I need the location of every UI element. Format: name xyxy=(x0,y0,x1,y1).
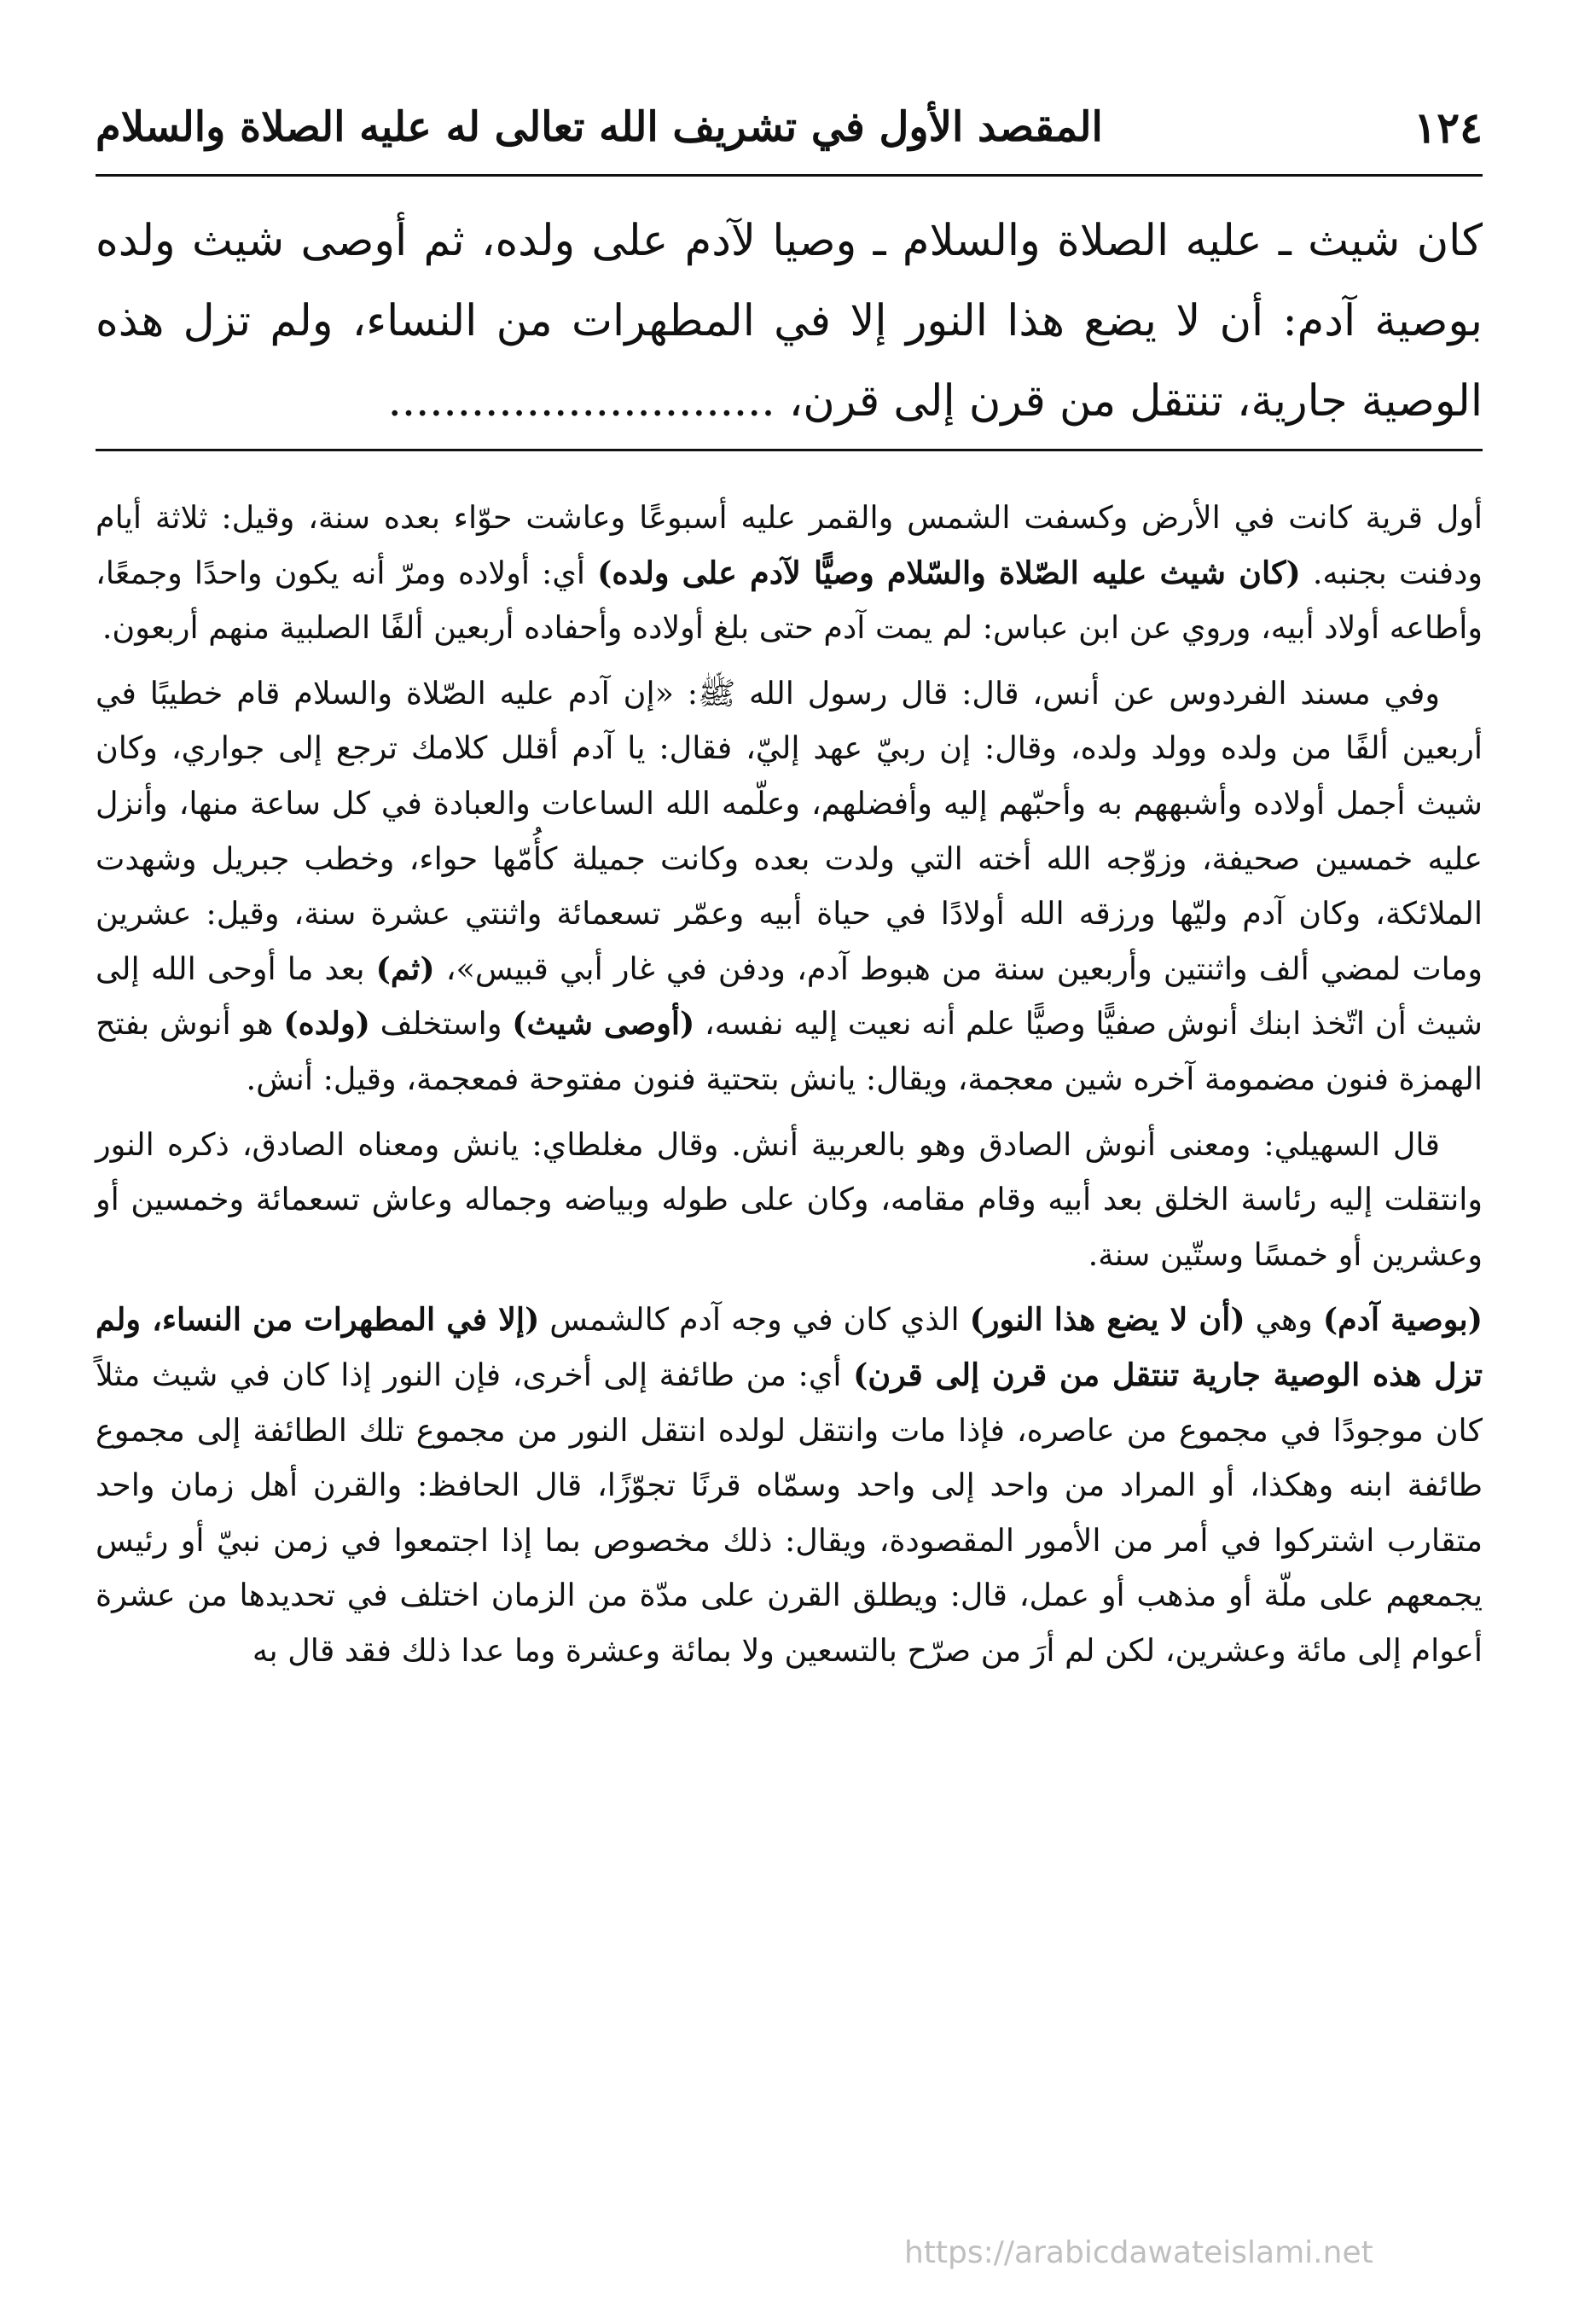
commentary-p2-quote-2: (أوصى شيث) xyxy=(512,1005,695,1043)
main-text-divider xyxy=(96,449,1483,451)
header-divider xyxy=(96,174,1483,177)
commentary-paragraph-4 xyxy=(96,1293,1483,1678)
commentary-paragraph-1 xyxy=(96,491,1483,656)
commentary-p2-text-3: واستخلف xyxy=(369,1005,513,1043)
commentary-p4-text-1: وهي xyxy=(1245,1301,1323,1339)
commentary-p4-text-2: الذي كان في وجه آدم كالشمس xyxy=(539,1301,970,1339)
commentary-p3-text-1: قال السهيلي: ومعنى أنوش الصادق وهو بالعربية أنش. وقال مغلطاي: يانش ومعناه الصادق، ذكره النور وانتقلت إليه رئاسة الخلق بعد أبيه وقام مقامه، وكان على طوله وبياضه وجماله وعاش تسعمائة وخمسين أو وعشرين أو خمسًا وستّين سنة. xyxy=(96,1125,1483,1273)
commentary-p1-text-1: أول قرية كانت في الأرض وكسفت الشمس والقمر عليه أسبوعًا وعاشت حوّاء بعده سنة، وقيل: ثلاثة أيام ودفنت بجنبه. xyxy=(96,499,1483,591)
commentary-paragraph-2 xyxy=(96,666,1483,1107)
main-text-line-1: كان شيث ـ عليه الصلاة والسلام ـ وصيا لآدم على ولده، ثم أوصى شيث ولده xyxy=(96,216,1483,266)
commentary-p4-quote-3: (إلا في المطهرات من النساء، ولم تزل هذه الوصية جارية تنتقل من قرن إلى قرن) xyxy=(96,1301,1483,1393)
commentary-p2-text-4: هو أنوش بفتح الهمزة فنون مضمومة آخره شين معجمة، ويقال: يانش بتحتية فنون مفتوحة فمعجمة، وقيل: أنش. xyxy=(96,1005,1483,1097)
commentary-block xyxy=(96,491,1483,1688)
commentary-p1-text-2: أي: أولاده ومرّ أنه يكون واحدًا وجمعًا، وأطاعه أولاد أبيه، وروي عن ابن عباس: لم يمت آدم حتى بلغ أولاده وأحفاده أربعين ألفًا الصلبية منهم أربعون. xyxy=(96,554,1483,647)
main-text-dots: ............................ xyxy=(387,376,775,427)
commentary-p1-quote-1: (كان شيث عليه الصّلاة والسّلام وصيًّا لآدم على ولده) xyxy=(597,554,1301,591)
watermark-url: https://arabicdawateislami.net xyxy=(904,2235,1373,2270)
commentary-p4-quote-2: (أن لا يضع هذا النور) xyxy=(969,1301,1245,1339)
page-header xyxy=(96,92,1483,162)
commentary-p4-text-3: أي: من طائفة إلى أخرى، فإن النور إذا كان في شيث مثلاً كان موجودًا في مجموع من عاصره، فإذا مات وانتقل لولده انتقل النور من مجموع تلك الطائفة إلى مجموع طائفة ابنه وهكذا، أو المراد من واحد إلى واحد وسمّاه قرنًا تجوّزًا، قال الحافظ: والقرن أهل زمان واحد متقارب اشتركوا في أمر من الأمور المقصودة، ويقال: ذلك مخصوص بما إذا اجتمعوا في زمن نبيّ أو رئيس يجمعهم على ملّة أو مذهب أو عمل، قال: ويطلق القرن على مدّة من الزمان اختلف في تحديدها من عشرة أعوام إلى مائة وعشرين، لكن لم أرَ من صرّح بالتسعين ولا بمائة وعشرة وما عدا ذلك فقد قال به xyxy=(96,1356,1483,1669)
main-text-line-3 xyxy=(96,362,1483,442)
running-title: المقصد الأول في تشريف الله تعالى له عليه الصلاة والسلام xyxy=(96,103,1103,151)
commentary-p4-quote-1: (بوصية آدم) xyxy=(1322,1301,1483,1339)
commentary-p2-quote-3: (ولده) xyxy=(283,1005,370,1043)
commentary-p2-text-2: بعد ما أوحى الله إلى شيث أن اتّخذ ابنك أنوش صفيًّا وصيًّا علم أنه نعيت إليه نفسه، xyxy=(96,950,1483,1043)
main-text-line-2: بوصية آدم: أن لا يضع هذا النور إلا في المطهرات من النساء، ولم تزل هذه xyxy=(96,296,1483,346)
commentary-p2-text-1: وفي مسند الفردوس عن أنس، قال: قال رسول الله ﷺ: «إن آدم عليه الصّلاة والسلام قام خطيبًا في أربعين ألفًا من ولده وولد ولده، وقال: إن ربيّ عهد إليّ، فقال: يا آدم أقلل كلامك ترجع إلى جواري، وكان شيث أجمل أولاده وأشبههم به وأحبّهم إليه وأفضلهم، وعلّمه الله الساعات والعبادة في كل ساعة منها، وأنزل عليه خمسين صحيفة، وزوّجه الله أخته التي ولدت بعده وكانت جميلة كأُمّها حواء، وخطب جبريل وشهدت الملائكة، وكان آدم وليّها ورزقه الله أولادًا في حياة أبيه وعمّر تسعمائة واثنتي عشرة سنة، وقيل: عشرين ومات لمضي ألف واثنتين وأربعين سنة من هبوط آدم، ودفن في غار أبي قبيس»، xyxy=(96,674,1483,987)
commentary-p2-quote-1: (ثم) xyxy=(375,950,435,987)
main-text-block xyxy=(96,201,1483,442)
main-text-line-3-text: الوصية جارية، تنتقل من قرن إلى قرن، xyxy=(788,376,1483,427)
page-number: ١٢٤ xyxy=(1413,102,1483,153)
commentary-paragraph-3 xyxy=(96,1118,1483,1283)
